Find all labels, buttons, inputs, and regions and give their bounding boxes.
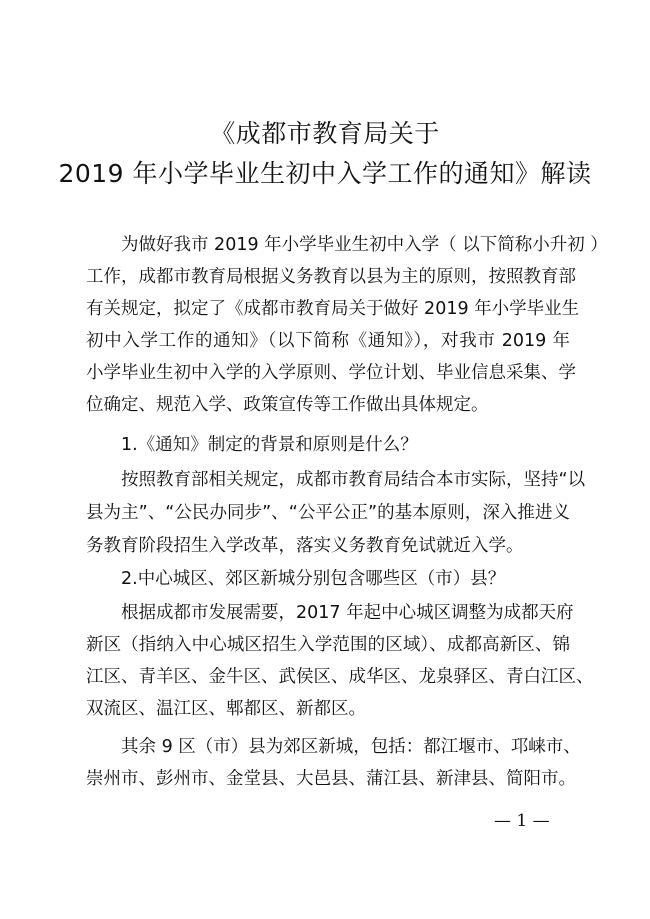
paragraph-intro-line-1: 为做好我市 2019 年小学毕业生初中入学（ 以下简称小升初 ） [121,235,608,255]
answer-2-line-4: 双流区、温江区、郫都区、新都区。 [86,699,366,719]
document-title-line-2: 2019 年小学毕业生初中入学工作的通知》解读 [58,159,592,188]
paragraph-intro-line-2: 工作，成都市教育局根据义务教育以县为主的原则，按照教育部 [86,267,576,287]
answer-2-line-1: 根据成都市发展需要，2017 年起中心城区调整为成都天府 [121,603,574,623]
paragraph-intro-line-5: 小学毕业生初中入学的入学原则、学位计划、毕业信息采集、学 [86,363,576,383]
answer-2-line-3: 江区、青羊区、金牛区、武侯区、成华区、龙泉驿区、青白江区、 [86,667,594,687]
answer-1-line-1: 按照教育部相关规定，成都市教育局结合本市实际，坚持“以 [121,470,586,490]
paragraph-suburbs-line-1: 其余 9 区（市）县为郊区新城，包括：都江堰市、邛崃市、 [121,737,581,757]
paragraph-suburbs-line-2: 崇州市、彭州市、金堂县、大邑县、蒲江县、新津县、简阳市。 [86,769,576,789]
answer-1-line-2: 县为主”、“公民办同步”、“公平公正”的基本原则，深入推进义 [86,503,570,523]
answer-2-line-2: 新区（指纳入中心城区招生入学范围的区域）、成都高新区、锦 [86,635,570,655]
question-1-heading: 1.《通知》制定的背景和原则是什么？ [121,435,418,455]
paragraph-intro-line-4: 初中入学工作的通知》（以下简称《通知》），对我市 2019 年 [86,331,570,351]
paragraph-intro-line-6: 位确定、规范入学、政策宣传等工作做出具体规定。 [86,395,489,415]
answer-1-line-3: 务教育阶段招生入学改革，落实义务教育免试就近入学。 [86,536,524,556]
document-title-line-1: 《成都市教育局关于 [210,119,440,148]
paragraph-intro-line-3: 有关规定，拟定了《成都市教育局关于做好 2019 年小学毕业生 [86,299,580,319]
page-number: — 1 — [494,811,550,831]
question-2-heading: 2.中心城区、郊区新城分别包含哪些区（市）县？ [121,569,506,589]
